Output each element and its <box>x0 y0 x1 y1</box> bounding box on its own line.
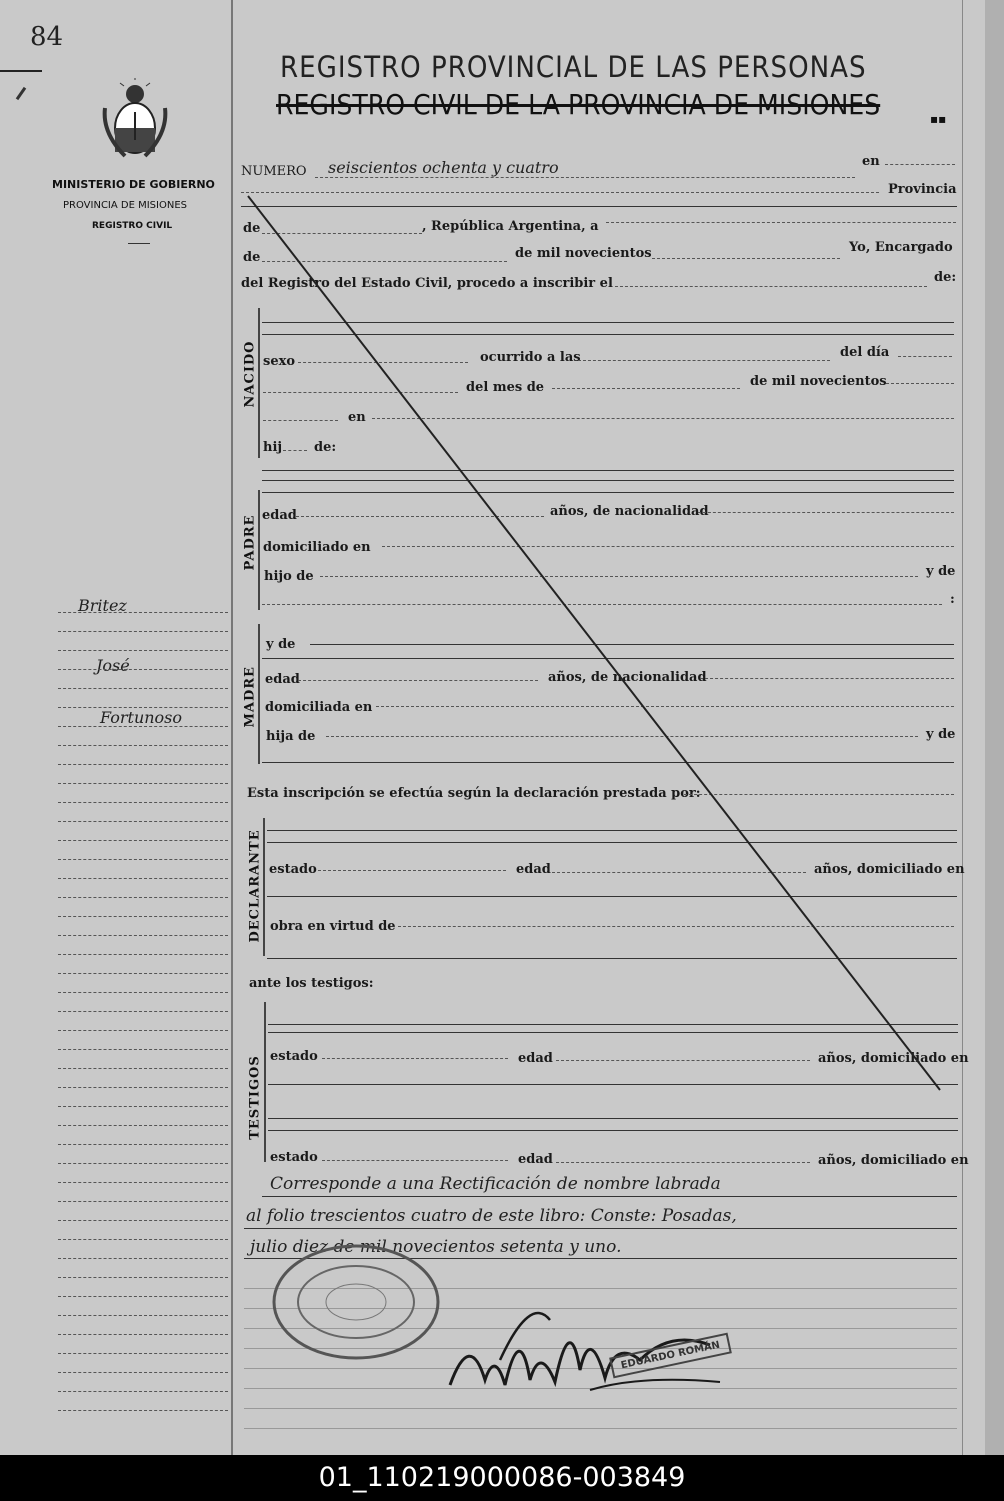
header-fleck: ▪▪ <box>930 112 947 126</box>
ministry-line1: MINISTERIO DE GOBIERNO <box>52 178 215 191</box>
round-seal-stamp <box>268 1240 448 1370</box>
testigo2-anos-dom: años, domiciliado en <box>818 1153 969 1168</box>
footer-image-id: 01_110219000086-003849 <box>0 1455 1004 1501</box>
testigo1-estado: estado <box>270 1049 318 1064</box>
padre-edad: edad <box>262 508 297 523</box>
nacido-section-label: NACIDO <box>242 340 258 408</box>
padre-anos-nac: años, de nacionalidad <box>550 504 709 519</box>
hij-de-label: de: <box>314 440 337 455</box>
note-line-1: Corresponde a una Rectificación de nombre labrada <box>270 1174 721 1194</box>
numero-value: seiscientos ochenta y cuatro <box>328 158 559 177</box>
ministry-line2: PROVINCIA DE MISIONES <box>63 200 187 211</box>
de-label-1: de <box>243 221 261 236</box>
padre-domiciliado: domiciliado en <box>263 540 371 555</box>
testigos-section-label: TESTIGOS <box>247 1055 263 1140</box>
ocurrido-label: ocurrido a las <box>480 350 581 365</box>
padre-colon: : <box>950 592 955 607</box>
provincia-label: Provincia <box>888 182 957 197</box>
ministry-line3: REGISTRO CIVIL <box>92 221 173 231</box>
yo-encargado: Yo, Encargado <box>849 240 953 255</box>
header-struck-title: REGISTRO CIVIL DE LA PROVINCIA DE MISIONES <box>276 88 881 121</box>
page-number: 84 <box>30 22 64 52</box>
sexo-label: sexo <box>263 354 296 369</box>
hij-label: hij <box>263 440 283 455</box>
nacido-en-label: en <box>348 410 366 425</box>
madre-hija-de: hija de <box>266 729 316 744</box>
note-line-3: julio diez de mil novecientos setenta y uno. <box>250 1237 622 1257</box>
de-label-2: de <box>243 250 261 265</box>
madre-domiciliada: domiciliada en <box>265 700 373 715</box>
de-mil-label: de mil novecientos <box>515 246 652 261</box>
testigo1-edad: edad <box>518 1051 553 1066</box>
madre-edad: edad <box>265 672 300 687</box>
margin-name2: Fortunoso <box>100 708 183 727</box>
del-registro: del Registro del Estado Civil, procedo a inscribir el <box>241 276 613 291</box>
numero-label: NUMERO <box>241 164 307 179</box>
declarante-estado: estado <box>269 862 317 877</box>
de-colon: de: <box>934 270 957 285</box>
testigo2-edad: edad <box>518 1152 553 1167</box>
declarante-section-label: DECLARANTE <box>247 829 263 943</box>
del-mes-label: del mes de <box>466 380 545 395</box>
testigo2-estado: estado <box>270 1150 318 1165</box>
margin-surname: Britez <box>78 596 127 615</box>
padre-y-de: y de <box>926 564 956 579</box>
note-line-2: al folio trescientos cuatro de este libro: Conste: Posadas, <box>246 1206 737 1226</box>
ante-testigos: ante los testigos: <box>249 976 374 991</box>
declarante-edad: edad <box>516 862 551 877</box>
padre-hijo-de: hijo de <box>264 569 314 584</box>
republica-label: , República Argentina, a <box>422 219 599 234</box>
inscripcion-text: Esta inscripción se efectúa según la declaración prestada por: <box>247 786 701 801</box>
madre-y-de2: y de <box>926 727 956 742</box>
declarante-anos-dom: años, domiciliado en <box>814 862 965 877</box>
declarante-obra: obra en virtud de <box>270 919 396 934</box>
margin-name1: José <box>96 656 130 675</box>
numero-en: en <box>862 154 880 169</box>
madre-anos-nac: años, de nacionalidad <box>548 670 707 685</box>
madre-y-de: y de <box>266 637 296 652</box>
header-title: REGISTRO PROVINCIAL DE LAS PERSONAS <box>280 50 867 84</box>
padre-section-label: PADRE <box>242 514 258 571</box>
nacido-de-mil: de mil novecientos <box>750 374 887 389</box>
testigo1-anos-dom: años, domiciliado en <box>818 1051 969 1066</box>
madre-section-label: MADRE <box>242 666 258 728</box>
del-dia-label: del día <box>840 345 890 360</box>
stamp-text: EDUARDO ROMÁN <box>619 1339 721 1372</box>
